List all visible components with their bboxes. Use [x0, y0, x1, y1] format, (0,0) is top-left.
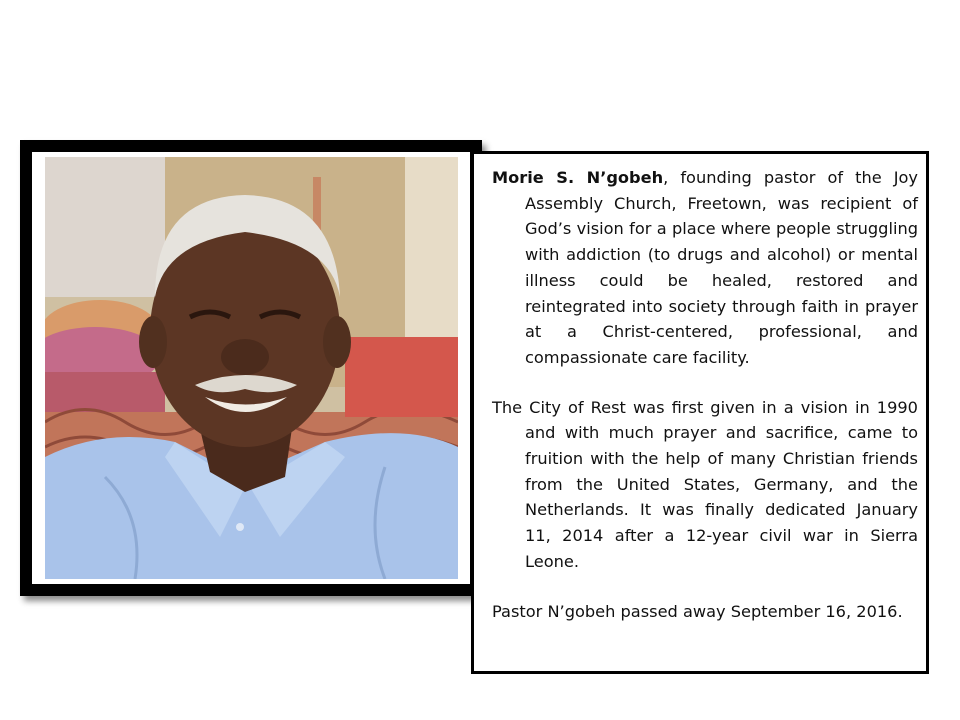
pastor-portrait-photo — [45, 157, 458, 579]
portrait-illustration — [45, 157, 458, 579]
photo-mat — [32, 152, 470, 584]
bio-paragraph-founding-text: , founding pastor of the Joy Assembly Church, Freetown, was recipient of God’s vision for a place where people struggling with addiction (to drugs and alcohol) or mental illness could be healed, restored and reintegrated into society through faith in prayer at a Christ-centered, professional, and compassionate care facility. — [525, 168, 918, 367]
photo-frame — [20, 140, 482, 596]
biography-text-box — [471, 151, 929, 674]
bio-paragraph-city-of-rest: The City of Rest was first given in a vision in 1990 and with much prayer and sacrifice, came to fruition with the help of many Christian friends from the United States, Germany, and the Netherlands. It was finally dedicated January 11, 2014 after a 12-year civil war in Sierra Leone. — [492, 397, 918, 571]
bio-paragraph-founding — [492, 165, 918, 371]
biography-text — [492, 165, 918, 624]
pastor-name: Morie S. N’gobeh — [492, 168, 664, 187]
bio-paragraph-passing: Pastor N’gobeh passed away September 16, 2016. — [492, 601, 903, 621]
